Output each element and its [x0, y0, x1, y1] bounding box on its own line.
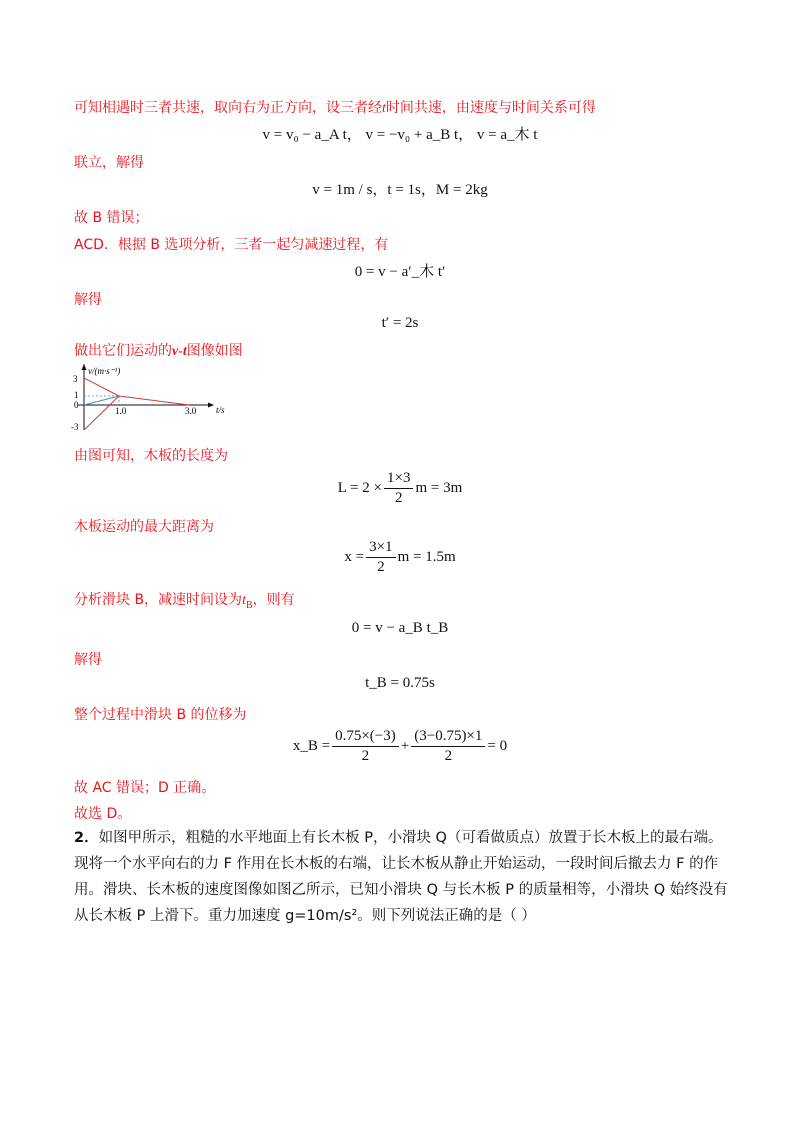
- x-tick-1: 1.0: [115, 406, 127, 416]
- y-axis-label: v/(m·s⁻¹): [88, 366, 121, 376]
- x-axis-label: t/s: [216, 405, 225, 415]
- problem-number: 2．: [74, 830, 99, 846]
- solution-line-9: 分析滑块 B，减速时间设为$t_B$，则有: [74, 592, 295, 611]
- v-t-graph: [64, 364, 234, 434]
- solution-line-12: 故 AC 错误；D 正确。: [74, 780, 216, 796]
- y-tick-1: 1: [74, 390, 79, 400]
- fraction-1: $\frac{0.75\times(-3)}{2}$: [332, 728, 399, 765]
- equation-t-prime: t′ = 2s: [381, 315, 419, 331]
- problem-2: [74, 825, 734, 929]
- equation-deceleration: 0 = v − a′_木 t′: [354, 264, 446, 280]
- solution-line-7: 由图可知，木板的长度为: [74, 448, 228, 464]
- solution-line-3: 故 B 错误；: [74, 210, 149, 226]
- x-tick-3: 3.0: [185, 406, 197, 416]
- equation-block-b-decel: 0 = v − a_B t_B: [351, 620, 449, 636]
- solution-line-13: 故选 D。: [74, 806, 132, 822]
- solution-line-1: 可知相遇时三者共速，取向右为正方向，设三者经t时间共速，由速度与时间关系可得: [74, 100, 596, 116]
- fraction: $\frac{1\times 3}{2}$: [384, 470, 413, 507]
- block-b-line: [84, 396, 119, 430]
- equation-displacement-b: x_B = $\frac{0.75\times(-3)}{2}$ + $\frac{(3-0.75)\times 1}{2}$ = 0: [292, 728, 508, 764]
- y-tick-0: 0: [74, 400, 79, 410]
- equation-max-distance: x = $\frac{3\times 1}{2}$ m = 1.5m: [344, 539, 456, 575]
- solution-line-11: 整个过程中滑块 B 的位移为: [74, 707, 247, 723]
- solution-line-6: 做出它们运动的v-t图像如图: [74, 343, 243, 359]
- solution-line-5: 解得: [74, 292, 102, 308]
- common-decel-line: [119, 396, 189, 405]
- block-a-line: [84, 378, 119, 396]
- x-axis-arrow: [208, 403, 214, 408]
- y-axis-arrow: [82, 364, 87, 370]
- equation-velocity-relations: v = v₀ − a_A t， v = −v₀ + a_B t， v = a_木 t: [262, 127, 538, 143]
- equation-solution-values: v = 1m / s，t = 1s，M = 2kg: [312, 182, 488, 198]
- solution-line-2: 联立，解得: [74, 155, 144, 171]
- y-tick-3: 3: [73, 374, 78, 384]
- problem-text: 如图甲所示，粗糙的水平地面上有长木板 P，小滑块 Q（可看做质点）放置于长木板上的最右端。现将一个水平向右的力 F 作用在长木板的右端，让长木板从静止开始运动，一段时间后撤去力 F 的作用。滑块、长木板的速度图像如图乙所示，已知小滑块 Q 与长木板 P 的质量相等，小滑块 Q 始终没有从长木板 P 上滑下。重力加速度 g=10m/s²。则下列说法正确的是（ ）: [74, 830, 728, 924]
- y-tick-neg3: -3: [71, 422, 79, 432]
- equation-board-length: L = 2 × $\frac{1\times 3}{2}$ m = 3m: [337, 470, 463, 506]
- fraction: $\frac{3\times 1}{2}$: [366, 539, 395, 576]
- equation-t-b: t_B = 0.75s: [365, 675, 435, 691]
- solution-line-8: 木板运动的最大距离为: [74, 519, 214, 535]
- solution-line-4: ACD．根据 B 选项分析，三者一起匀减速过程，有: [74, 237, 389, 253]
- fraction-2: $\frac{(3-0.75)\times 1}{2}$: [411, 728, 485, 765]
- solution-line-10: 解得: [74, 652, 102, 668]
